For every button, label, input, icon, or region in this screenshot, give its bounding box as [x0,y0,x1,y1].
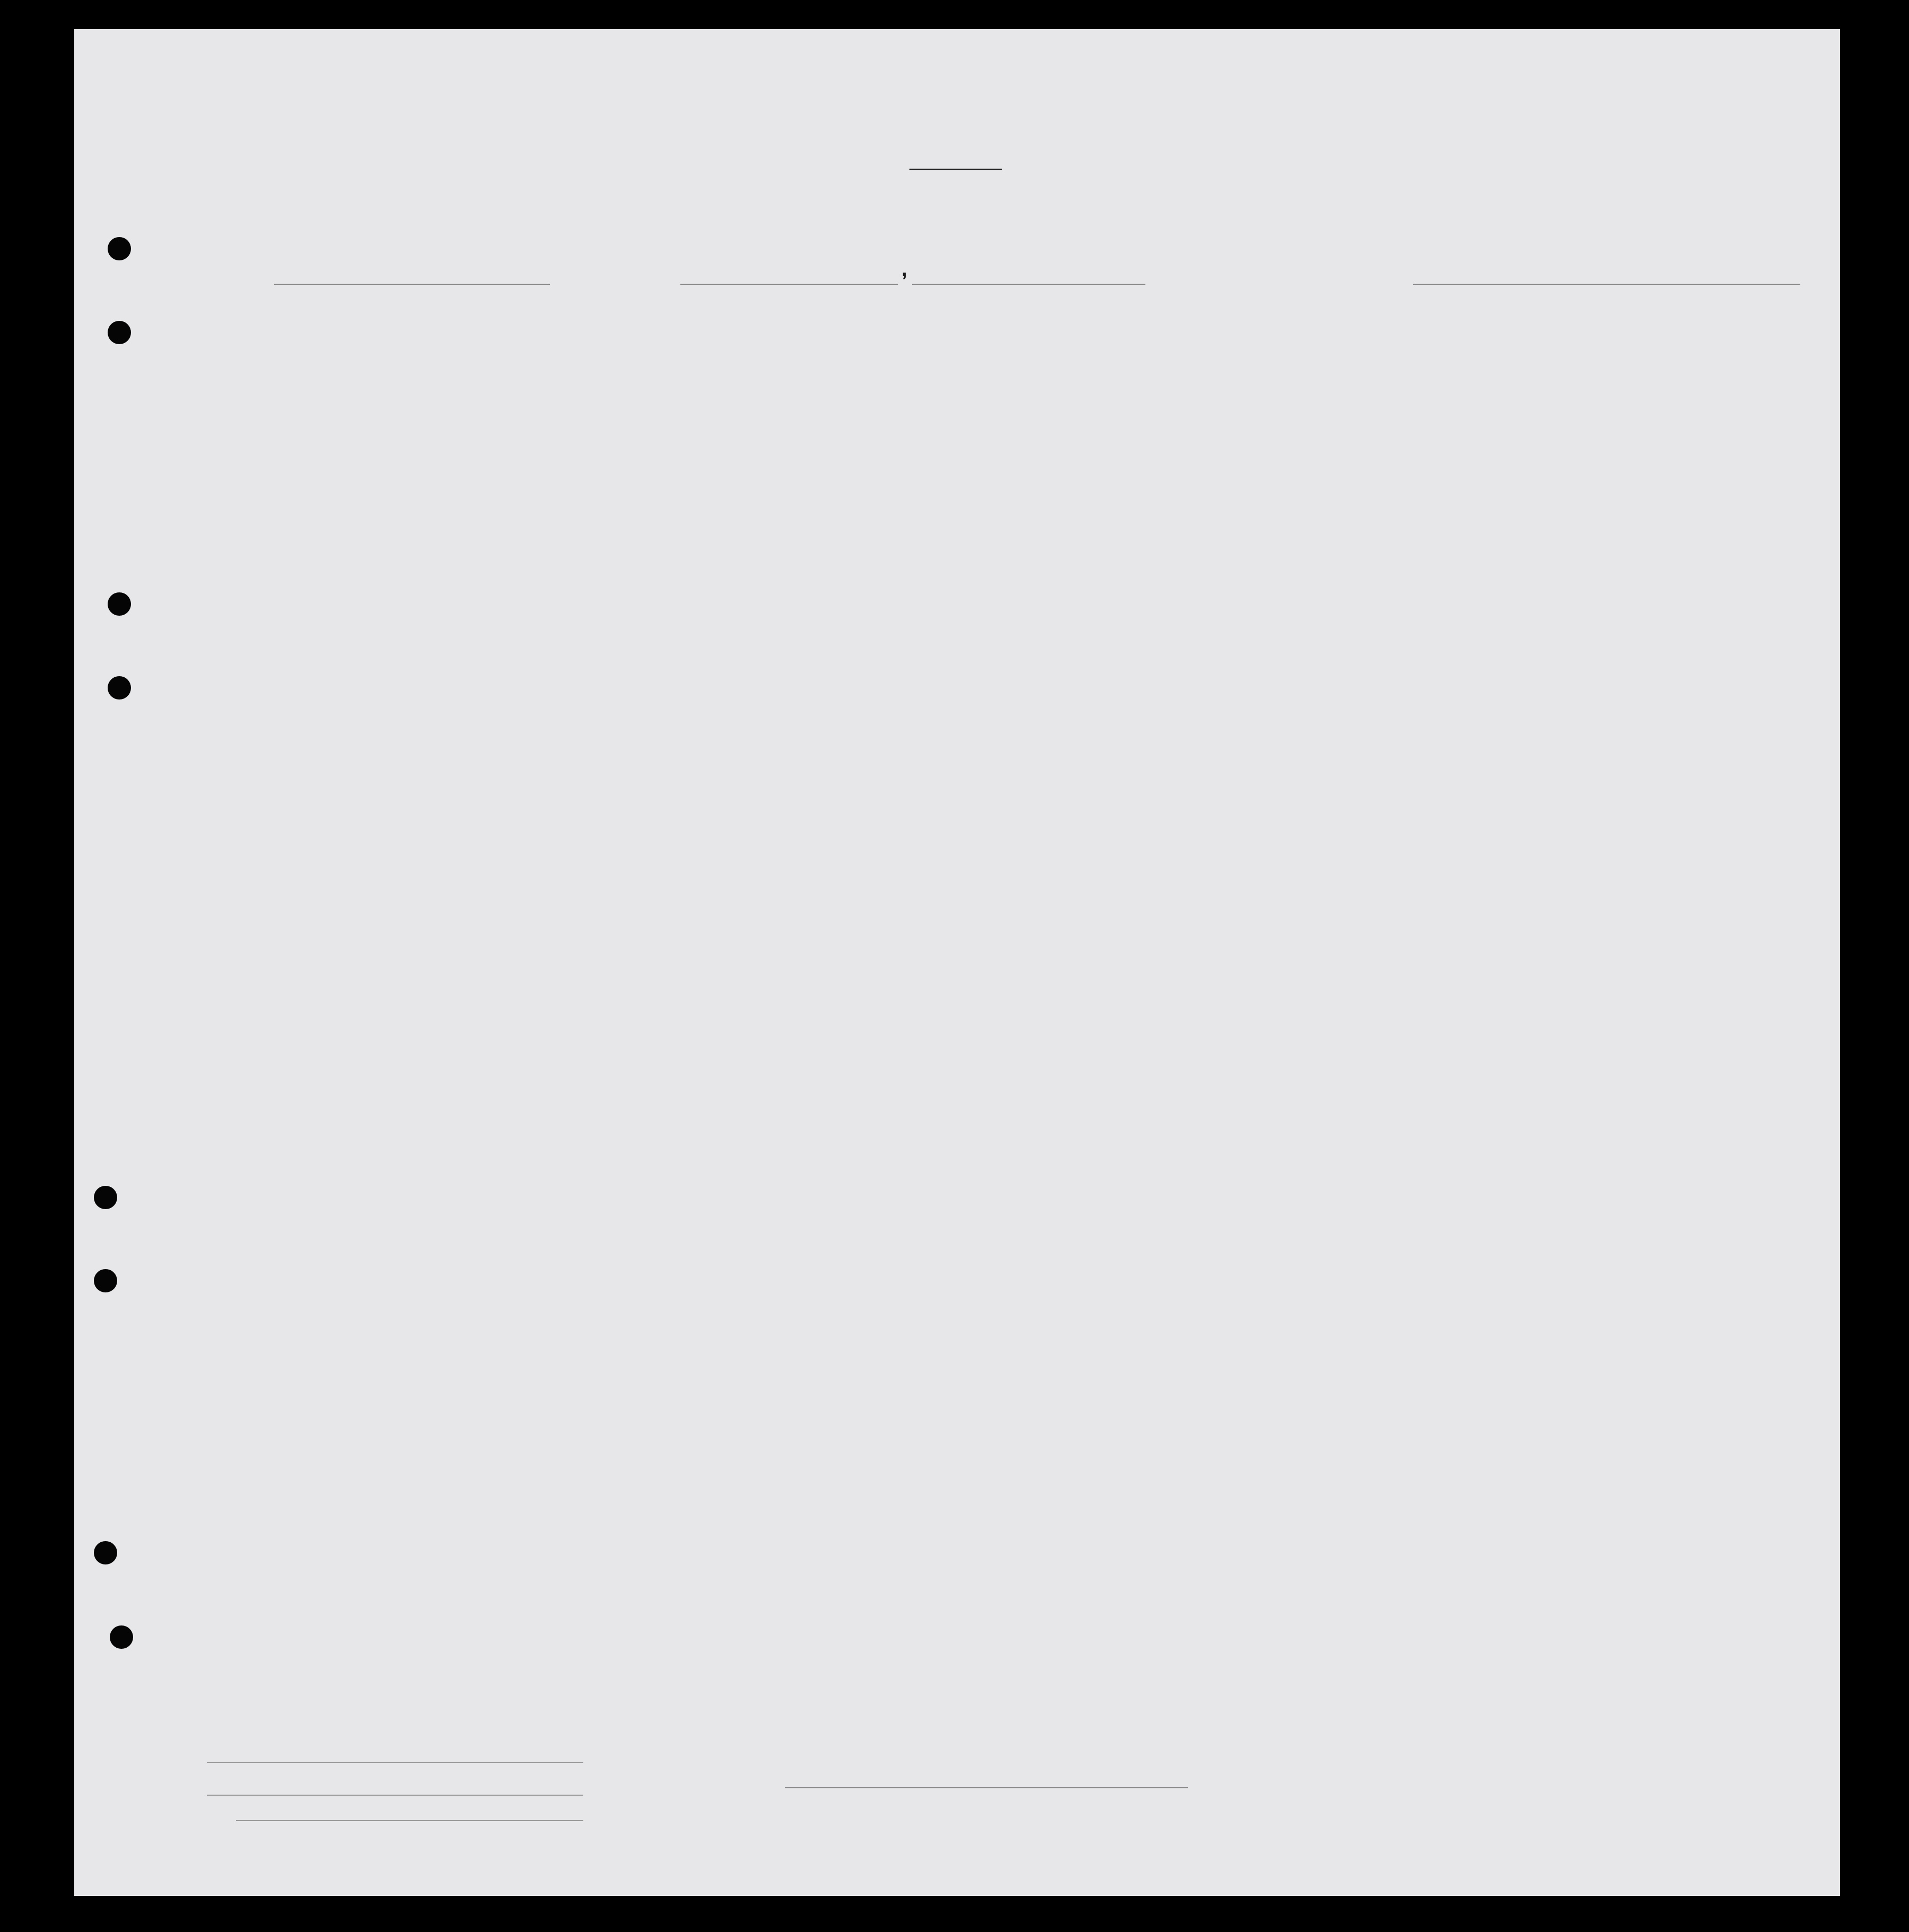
signature-line [785,1787,1188,1788]
punch-hole [108,676,131,700]
owners-underline [207,1795,583,1796]
agents-underline [236,1820,583,1821]
arrival-underline [680,284,898,285]
line-underline [207,1762,583,1763]
punch-hole [108,321,131,344]
vessel-underline [274,284,550,285]
manifest-sheet [74,29,1840,1896]
punch-hole [108,237,131,260]
comma: , [901,257,908,281]
punch-hole [94,1541,117,1564]
punch-hole [108,592,131,616]
date-underline [912,284,1145,285]
from-underline [1413,284,1800,285]
punch-hole [94,1186,117,1209]
punch-hole [94,1269,117,1292]
title-underline [909,169,1002,170]
punch-hole [110,1625,133,1649]
